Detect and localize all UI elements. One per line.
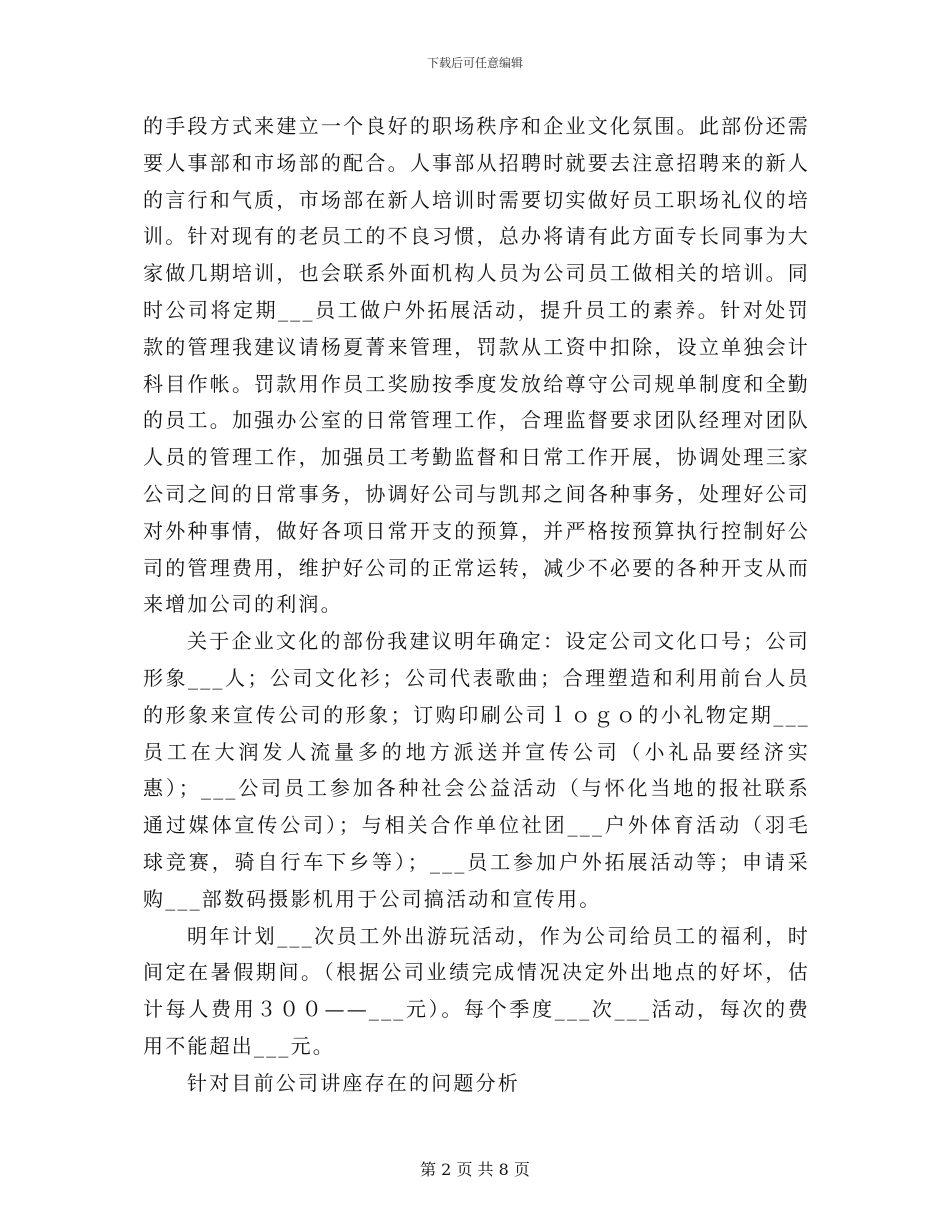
paragraph-1: 的手段方式来建立一个良好的职场秩序和企业文化氛围。此部份还需要人事部和市场部的配合。人事部从招聘时就要去注意招聘来的新人的言行和气质，市场部在新人培训时需要切实做好员工职场礼仪的培训。针对现有的老员工的不良习惯，总办将请有此方面专长同事为大家做几期培训，也会联系外面机构人员为公司员工做相关的培训。同时公司将定期___员工做户外拓展活动，提升员工的素养。针对处罚款的管理我建议请杨夏菁来管理，罚款从工资中扣除，设立单独会计科目作帐。罚款用作员工奖励按季度发放给尊守公司规单制度和全勤的员工。加强办公室的日常管理工作，合理监督要求团队经理对团队人员的管理工作，加强员工考勤监督和日常工作开展，协调处理三家公司之间的日常事务，协调好公司与凯邦之间各种事务，处理好公司对外种事情，做好各项日常开支的预算，并严格按预算执行控制好公司的管理费用，维护好公司的正常运转，减少不必要的各种开支从而来增加公司的利润。 bbox=[143, 114, 810, 617]
paragraph-3: 明年计划___次员工外出游玩活动，作为公司给员工的福利，时间定在暑假期间。（根据公司业绩完成情况决定外出地点的好坏，估计每人费用３００——___元）。每个季度___次___活动，每次的费用不能超出___元。 bbox=[143, 923, 810, 1058]
paragraph-2: 关于企业文化的部份我建议明年确定：设定公司文化口号；公司形象___人；公司文化衫；公司代表歌曲；合理塑造和利用前台人员的形象来宣传公司的形象；订购印刷公司ｌｏｇｏ的小礼物定期___员工在大润发人流量多的地方派送并宣传公司（小礼品要经济实惠）；___公司员工参加各种社会公益活动（与怀化当地的报社联系通过媒体宣传公司）；与相关合作单位社团___户外体育活动（羽毛球竞赛，骑自行车下乡等）；___员工参加户外拓展活动等；申请采购___部数码摄影机用于公司搞活动和宣传用。 bbox=[143, 629, 810, 911]
page-header: 下载后可任意编辑 bbox=[426, 56, 523, 70]
page-number-footer: 第 2 页 共 8 页 bbox=[420, 1160, 530, 1179]
document-body bbox=[143, 108, 810, 1102]
paragraph-4-heading: 针对目前公司讲座存在的问题分析 bbox=[187, 1070, 520, 1095]
